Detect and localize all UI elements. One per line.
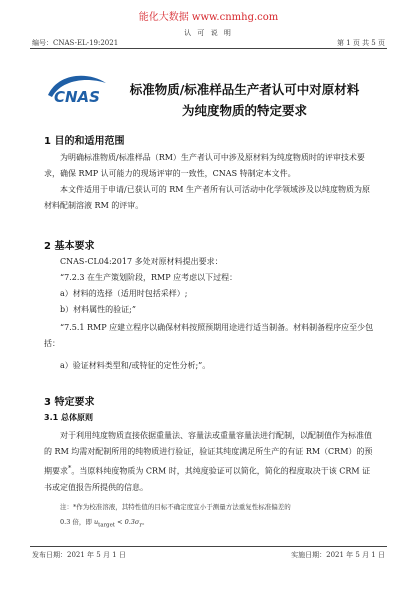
footnote-marker: *: [68, 464, 72, 472]
footer-issue-date: 发布日期：2021 年 5 月 1 日: [32, 551, 126, 559]
section3-paragraph1-text: 对于利用纯度物质直接依据重量法、容量法或重量容量法进行配制，以配制值作为标准值的 RM 均需对配制所用的纯物质进行验证，验证其纯度满足所生产的有证 RM（CRM）的预期要求: [44, 431, 373, 476]
section2-line2: “7.2.3 在生产策划阶段，RMP 应考虑以下过程：: [60, 273, 238, 282]
section3-paragraph1: [44, 428, 376, 496]
note-suffix: 。: [141, 518, 149, 526]
note-formula-rest: < 0.3σ: [115, 518, 140, 526]
section2-heading: 2 基本要求: [44, 241, 95, 252]
note-formula-sub2: r: [139, 522, 142, 529]
footer-implementation-date: 实施日期：2021 年 5 月 1 日: [291, 551, 385, 559]
section2-line1: CNAS-CL04:2017 多处对原材料提出要求：: [60, 257, 223, 266]
cnas-logo-text: CNAS: [54, 88, 100, 106]
section3-paragraph1-tail: 。当原料纯度物质为 CRM 时，其纯度验证可以简化，简化的程度取决于该 CRM 证书或定值报告所提供的信息。: [44, 466, 371, 492]
section1-paragraph2: 本文件适用于申请/已获认可的 RM 生产者所有认可活动中化学领域涉及以纯度物质为原材料配制溶液 RM 的评审。: [44, 185, 370, 210]
note-line1: 注：*作为校准溶液，其特性值的目标不确定度宜小于测量方法重复性标准偏差的: [60, 503, 291, 511]
header-divider: [30, 48, 387, 49]
document-title-line2: 为纯度物质的特定要求: [181, 103, 307, 118]
header-doc-type: 认 可 说 明: [184, 29, 233, 37]
cnas-logo: [44, 69, 110, 109]
note-line2-prefix: 0.3 倍，即: [60, 518, 94, 526]
note-formula-u: u: [93, 518, 99, 526]
header-page-info: 第 1 页 共 5 页: [336, 39, 385, 47]
section2-line5: “7.5.1 RMP 应建立程序以确保材料按照预期用途进行适当制备。材料制备程序应至少包括：: [44, 323, 374, 348]
document-title-line1: 标准物质/标准样品生产者认可中对原材料: [129, 82, 360, 97]
section2-line3: a）材料的选择（适用时包括采样）;: [60, 289, 188, 298]
section1-heading: 1 目的和适用范围: [44, 136, 125, 147]
footer-divider: [30, 546, 387, 547]
section2-line6: a）验证材料类型和/或特征的定性分析;”。: [60, 361, 211, 370]
note-formula-sub: target: [98, 522, 115, 529]
note-line2: [60, 515, 378, 533]
watermark-text: 能化大数据 www.cnmhg.com: [138, 12, 279, 23]
section2-line4: b）材料属性的验证;”: [60, 305, 136, 314]
section3-subheading-1: 3.1 总体原则: [44, 413, 93, 422]
section3-heading: 3 特定要求: [44, 397, 95, 408]
section1-paragraph1: 为明确标准物质/标准样品（RM）生产者认可中涉及原材料为纯度物质时的评审技术要求，确保 RMP 认可能力的现场评审的一致性，CNAS 特制定本文件。: [44, 153, 365, 178]
header-doc-number: 编号：CNAS-EL-19:2021: [32, 39, 119, 47]
